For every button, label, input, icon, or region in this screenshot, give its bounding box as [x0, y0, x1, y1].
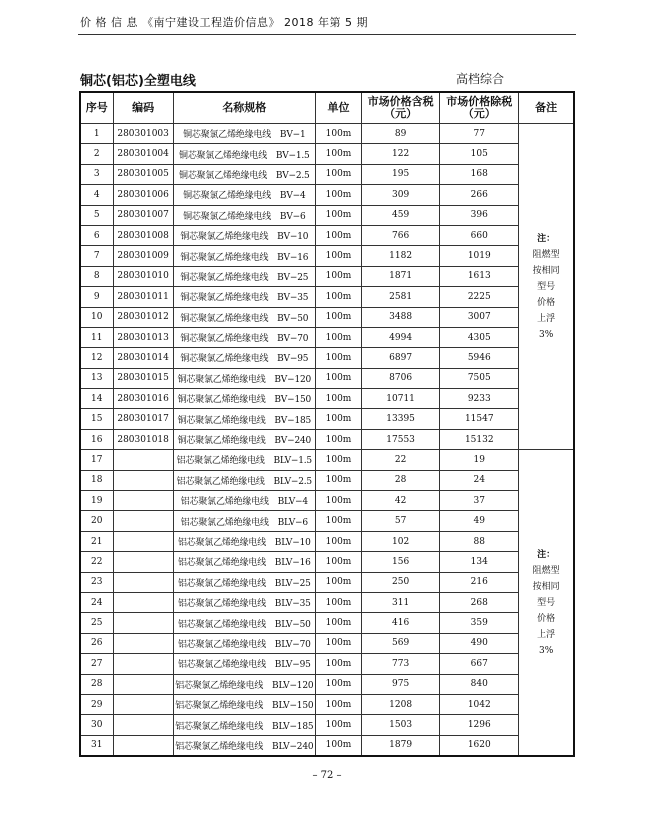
cell-index: 15 [80, 409, 113, 429]
cell-name: 铝芯聚氯乙烯绝缘电线 BLV−240 [173, 735, 315, 756]
cell-code: 280301016 [113, 389, 173, 409]
note-line: 价格 [537, 613, 556, 624]
cell-code: 280301009 [113, 246, 173, 266]
note-line: 按相同 [532, 581, 560, 592]
cell-price-notax: 24 [440, 470, 519, 490]
cell-price-notax: 1620 [440, 735, 519, 756]
cell-name: 铝芯聚氯乙烯绝缘电线 BLV−70 [173, 633, 315, 653]
cell-unit: 100m [315, 225, 361, 245]
cell-unit: 100m [315, 409, 361, 429]
note-line: 价格 [537, 297, 556, 308]
note-line: 型号 [537, 281, 556, 292]
price-table [79, 91, 575, 757]
cell-price-tax: 3488 [362, 307, 440, 327]
table-row [80, 124, 574, 144]
cell-name: 铜芯聚氯乙烯绝缘电线 BV−95 [173, 348, 315, 368]
cell-code [113, 572, 173, 592]
cell-index: 18 [80, 470, 113, 490]
cell-index: 28 [80, 674, 113, 694]
note-line: 上浮 [537, 313, 556, 324]
cell-unit: 100m [315, 572, 361, 592]
cell-code [113, 674, 173, 694]
table-row [80, 633, 574, 653]
cell-code [113, 511, 173, 531]
cell-price-tax: 311 [362, 592, 440, 612]
cell-code [113, 470, 173, 490]
cell-price-tax: 28 [362, 470, 440, 490]
cell-code [113, 654, 173, 674]
cell-price-notax: 3007 [440, 307, 519, 327]
cell-price-tax: 459 [362, 205, 440, 225]
table-row [80, 327, 574, 347]
note-line: 型号 [537, 597, 556, 608]
table-row [80, 715, 574, 735]
note-cell [519, 124, 574, 450]
cell-code [113, 735, 173, 756]
cell-index: 21 [80, 531, 113, 551]
cell-price-notax: 660 [440, 225, 519, 245]
cell-name: 铝芯聚氯乙烯绝缘电线 BLV−50 [173, 613, 315, 633]
cell-unit: 100m [315, 531, 361, 551]
cell-index: 6 [80, 225, 113, 245]
cell-index: 11 [80, 327, 113, 347]
cell-price-notax: 1613 [440, 266, 519, 286]
cell-unit: 100m [315, 348, 361, 368]
table-row [80, 164, 574, 184]
cell-price-tax: 569 [362, 633, 440, 653]
section-location: 高档综合 [456, 72, 505, 86]
cell-price-notax: 4305 [440, 327, 519, 347]
table-row [80, 185, 574, 205]
cell-index: 27 [80, 654, 113, 674]
cell-price-notax: 840 [440, 674, 519, 694]
col-header-code: 编码 [113, 92, 173, 124]
cell-price-notax: 168 [440, 164, 519, 184]
cell-price-notax: 19 [440, 450, 519, 470]
cell-name: 铜芯聚氯乙烯绝缘电线 BV−10 [173, 225, 315, 245]
cell-code [113, 450, 173, 470]
page-header: 价 格 信 息 《南宁建设工程造价信息》 2018 年第 5 期 [80, 16, 368, 29]
cell-unit: 100m [315, 144, 361, 164]
cell-code: 280301005 [113, 164, 173, 184]
table-body [80, 124, 574, 757]
table-row [80, 674, 574, 694]
cell-index: 1 [80, 124, 113, 144]
table-header-row [80, 92, 574, 124]
cell-index: 17 [80, 450, 113, 470]
cell-code: 280301007 [113, 205, 173, 225]
cell-code [113, 491, 173, 511]
note-line: 3% [539, 645, 554, 656]
cell-price-tax: 122 [362, 144, 440, 164]
cell-index: 5 [80, 205, 113, 225]
cell-name: 铜芯聚氯乙烯绝缘电线 BV−4 [173, 185, 315, 205]
cell-name: 铝芯聚氯乙烯绝缘电线 BLV−16 [173, 552, 315, 572]
col-header-unit: 单位 [315, 92, 361, 124]
cell-price-tax: 22 [362, 450, 440, 470]
cell-unit: 100m [315, 715, 361, 735]
table-row [80, 225, 574, 245]
cell-unit: 100m [315, 491, 361, 511]
table-row [80, 266, 574, 286]
cell-name: 铝芯聚氯乙烯绝缘电线 BLV−120 [173, 674, 315, 694]
page-number: – 72 – [312, 770, 342, 781]
cell-unit: 100m [315, 368, 361, 388]
cell-price-notax: 216 [440, 572, 519, 592]
table-row [80, 409, 574, 429]
cell-price-notax: 667 [440, 654, 519, 674]
note-line: 上浮 [537, 629, 556, 640]
cell-price-tax: 102 [362, 531, 440, 551]
table-row [80, 470, 574, 490]
cell-price-notax: 37 [440, 491, 519, 511]
header-rule [78, 34, 576, 35]
table-row [80, 592, 574, 612]
cell-price-notax: 9233 [440, 389, 519, 409]
table-row [80, 246, 574, 266]
col-header-price-tax: 市场价格含税（元） [362, 92, 440, 124]
cell-price-tax: 57 [362, 511, 440, 531]
cell-name: 铝芯聚氯乙烯绝缘电线 BLV−95 [173, 654, 315, 674]
table-row [80, 735, 574, 756]
cell-unit: 100m [315, 246, 361, 266]
cell-unit: 100m [315, 511, 361, 531]
cell-index: 31 [80, 735, 113, 756]
cell-price-tax: 309 [362, 185, 440, 205]
table-row [80, 307, 574, 327]
cell-price-tax: 195 [362, 164, 440, 184]
cell-code: 280301004 [113, 144, 173, 164]
cell-name: 铜芯聚氯乙烯绝缘电线 BV−2.5 [173, 164, 315, 184]
table-row [80, 287, 574, 307]
cell-price-notax: 134 [440, 552, 519, 572]
cell-name: 铜芯聚氯乙烯绝缘电线 BV−50 [173, 307, 315, 327]
cell-index: 16 [80, 429, 113, 449]
cell-index: 23 [80, 572, 113, 592]
cell-unit: 100m [315, 552, 361, 572]
cell-index: 19 [80, 491, 113, 511]
cell-index: 26 [80, 633, 113, 653]
note-label: 注： [537, 233, 556, 244]
table-row [80, 613, 574, 633]
cell-price-tax: 17553 [362, 429, 440, 449]
cell-unit: 100m [315, 124, 361, 144]
cell-unit: 100m [315, 674, 361, 694]
table-row [80, 389, 574, 409]
note-line: 阻燃型 [532, 565, 560, 576]
table-row [80, 572, 574, 592]
cell-code: 280301006 [113, 185, 173, 205]
cell-unit: 100m [315, 429, 361, 449]
cell-price-notax: 1296 [440, 715, 519, 735]
cell-price-tax: 4994 [362, 327, 440, 347]
cell-name: 铝芯聚氯乙烯绝缘电线 BLV−1.5 [173, 450, 315, 470]
cell-unit: 100m [315, 633, 361, 653]
cell-code: 280301008 [113, 225, 173, 245]
cell-name: 铝芯聚氯乙烯绝缘电线 BLV−6 [173, 511, 315, 531]
cell-index: 2 [80, 144, 113, 164]
cell-code: 280301017 [113, 409, 173, 429]
cell-price-tax: 156 [362, 552, 440, 572]
cell-price-tax: 1879 [362, 735, 440, 756]
cell-name: 铜芯聚氯乙烯绝缘电线 BV−1.5 [173, 144, 315, 164]
cell-price-notax: 2225 [440, 287, 519, 307]
cell-price-tax: 2581 [362, 287, 440, 307]
cell-name: 铜芯聚氯乙烯绝缘电线 BV−70 [173, 327, 315, 347]
cell-code [113, 592, 173, 612]
cell-unit: 100m [315, 694, 361, 714]
cell-price-notax: 77 [440, 124, 519, 144]
cell-index: 29 [80, 694, 113, 714]
cell-name: 铜芯聚氯乙烯绝缘电线 BV−25 [173, 266, 315, 286]
cell-price-tax: 89 [362, 124, 440, 144]
cell-unit: 100m [315, 613, 361, 633]
cell-price-notax: 359 [440, 613, 519, 633]
cell-price-tax: 416 [362, 613, 440, 633]
table-row [80, 429, 574, 449]
cell-unit: 100m [315, 735, 361, 756]
cell-code [113, 694, 173, 714]
cell-code: 280301015 [113, 368, 173, 388]
cell-index: 10 [80, 307, 113, 327]
cell-price-tax: 10711 [362, 389, 440, 409]
cell-price-notax: 490 [440, 633, 519, 653]
table-row [80, 531, 574, 551]
cell-name: 铝芯聚氯乙烯绝缘电线 BLV−185 [173, 715, 315, 735]
table-row [80, 552, 574, 572]
table-row [80, 694, 574, 714]
cell-name: 铝芯聚氯乙烯绝缘电线 BLV−10 [173, 531, 315, 551]
cell-price-tax: 1208 [362, 694, 440, 714]
col-header-name: 名称规格 [173, 92, 315, 124]
cell-unit: 100m [315, 164, 361, 184]
cell-code [113, 531, 173, 551]
table-row [80, 144, 574, 164]
note-line: 按相同 [532, 265, 560, 276]
table-row [80, 368, 574, 388]
cell-price-tax: 1503 [362, 715, 440, 735]
cell-price-tax: 1182 [362, 246, 440, 266]
cell-price-notax: 15132 [440, 429, 519, 449]
cell-index: 14 [80, 389, 113, 409]
note-cell [519, 450, 574, 756]
cell-index: 30 [80, 715, 113, 735]
cell-unit: 100m [315, 389, 361, 409]
cell-unit: 100m [315, 327, 361, 347]
cell-name: 铜芯聚氯乙烯绝缘电线 BV−6 [173, 205, 315, 225]
cell-name: 铝芯聚氯乙烯绝缘电线 BLV−150 [173, 694, 315, 714]
col-header-price-notax: 市场价格除税（元） [440, 92, 519, 124]
cell-unit: 100m [315, 450, 361, 470]
cell-code: 280301013 [113, 327, 173, 347]
cell-price-tax: 8706 [362, 368, 440, 388]
cell-unit: 100m [315, 592, 361, 612]
cell-price-tax: 975 [362, 674, 440, 694]
cell-index: 12 [80, 348, 113, 368]
cell-index: 7 [80, 246, 113, 266]
cell-index: 3 [80, 164, 113, 184]
cell-name: 铝芯聚氯乙烯绝缘电线 BLV−25 [173, 572, 315, 592]
cell-index: 24 [80, 592, 113, 612]
cell-price-notax: 266 [440, 185, 519, 205]
note-label: 注： [537, 549, 556, 560]
cell-code: 280301012 [113, 307, 173, 327]
cell-index: 22 [80, 552, 113, 572]
cell-name: 铝芯聚氯乙烯绝缘电线 BLV−35 [173, 592, 315, 612]
cell-name: 铜芯聚氯乙烯绝缘电线 BV−150 [173, 389, 315, 409]
cell-code: 280301011 [113, 287, 173, 307]
cell-unit: 100m [315, 307, 361, 327]
cell-unit: 100m [315, 287, 361, 307]
cell-price-notax: 49 [440, 511, 519, 531]
cell-price-notax: 11547 [440, 409, 519, 429]
cell-price-tax: 13395 [362, 409, 440, 429]
cell-unit: 100m [315, 205, 361, 225]
cell-code: 280301014 [113, 348, 173, 368]
cell-index: 4 [80, 185, 113, 205]
note-line: 3% [539, 329, 554, 340]
cell-price-notax: 1042 [440, 694, 519, 714]
cell-price-tax: 250 [362, 572, 440, 592]
cell-index: 9 [80, 287, 113, 307]
table-row [80, 654, 574, 674]
table-row [80, 205, 574, 225]
cell-name: 铝芯聚氯乙烯绝缘电线 BLV−4 [173, 491, 315, 511]
note-line: 阻燃型 [532, 249, 560, 260]
cell-code: 280301018 [113, 429, 173, 449]
cell-unit: 100m [315, 654, 361, 674]
cell-name: 铜芯聚氯乙烯绝缘电线 BV−240 [173, 429, 315, 449]
cell-index: 25 [80, 613, 113, 633]
cell-price-notax: 7505 [440, 368, 519, 388]
cell-name: 铜芯聚氯乙烯绝缘电线 BV−185 [173, 409, 315, 429]
cell-price-tax: 1871 [362, 266, 440, 286]
cell-price-tax: 773 [362, 654, 440, 674]
cell-code: 280301010 [113, 266, 173, 286]
cell-code [113, 613, 173, 633]
cell-index: 20 [80, 511, 113, 531]
cell-code [113, 715, 173, 735]
table-row [80, 511, 574, 531]
cell-index: 8 [80, 266, 113, 286]
cell-price-notax: 268 [440, 592, 519, 612]
col-header-index: 序号 [80, 92, 113, 124]
cell-name: 铜芯聚氯乙烯绝缘电线 BV−120 [173, 368, 315, 388]
cell-name: 铜芯聚氯乙烯绝缘电线 BV−1 [173, 124, 315, 144]
section-title: 铜芯(铝芯)全塑电线 [80, 74, 196, 89]
cell-price-notax: 5946 [440, 348, 519, 368]
cell-price-notax: 1019 [440, 246, 519, 266]
cell-unit: 100m [315, 185, 361, 205]
cell-price-notax: 105 [440, 144, 519, 164]
cell-name: 铝芯聚氯乙烯绝缘电线 BLV−2.5 [173, 470, 315, 490]
cell-price-tax: 42 [362, 491, 440, 511]
cell-code: 280301003 [113, 124, 173, 144]
cell-name: 铜芯聚氯乙烯绝缘电线 BV−35 [173, 287, 315, 307]
cell-price-notax: 88 [440, 531, 519, 551]
table-row [80, 450, 574, 470]
cell-name: 铜芯聚氯乙烯绝缘电线 BV−16 [173, 246, 315, 266]
cell-code [113, 552, 173, 572]
table-row [80, 491, 574, 511]
cell-unit: 100m [315, 266, 361, 286]
cell-price-notax: 396 [440, 205, 519, 225]
cell-unit: 100m [315, 470, 361, 490]
col-header-note: 备注 [519, 92, 574, 124]
cell-index: 13 [80, 368, 113, 388]
cell-price-tax: 766 [362, 225, 440, 245]
cell-code [113, 633, 173, 653]
cell-price-tax: 6897 [362, 348, 440, 368]
table-row [80, 348, 574, 368]
